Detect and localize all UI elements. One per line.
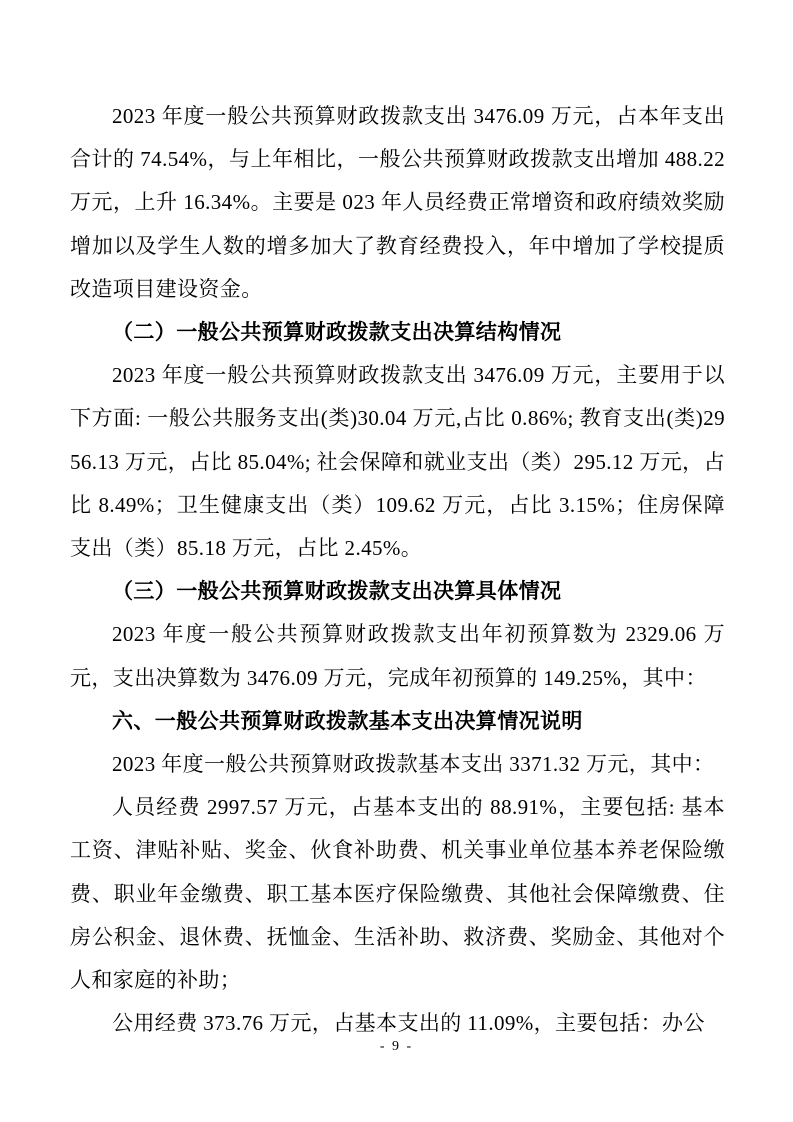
paragraph-personnel-expenses: 人员经费 2997.57 万元，占基本支出的 88.91%，主要包括: 基本工资、津贴补贴、奖金、伙食补助费、机关事业单位基本养老保险缴费、职业年金缴费、职工基本医疗保险缴费、其他社会保障缴费、住房公积金、退休费、抚恤金、生活补助、救济费、奖励金、其他对个人和家庭的补助；	[70, 795, 725, 993]
paragraph-expenditure-vs-initial-budget: 2023 年度一般公共预算财政拨款支出年初预算数为 2329.06 万元，支出决算数为 3476.09 万元，完成年初预算的 149.25%，其中：	[70, 622, 725, 690]
paragraph-expenditure-structure-breakdown: 2023 年度一般公共预算财政拨款支出 3476.09 万元，主要用于以下方面: 一般公共服务支出(类)30.04 万元,占比 0.86%; 教育支出(类)2956.13 万元，占比 85.04%; 社会保障和就业支出（类）295.12 万元，占比 8.49%；卫生健康支出（类）109.62 万元，占比 3.15%；住房保障支出（类）85.18 万元，占比 2.45%。	[70, 363, 725, 561]
paragraph-general-budget-expenditure-overview: 2023 年度一般公共预算财政拨款支出 3476.09 万元，占本年支出合计的 74.54%，与上年相比，一般公共预算财政拨款支出增加 488.22 万元，上升 16.34%。主要是 023 年人员经费正常增资和政府绩效奖励增加以及学生人数的增多加大了教育经费投入，年中增加了学校提质改造项目建设资金。	[70, 104, 725, 301]
section-heading-expenditure-details: （三）一般公共预算财政拨款支出决算具体情况	[112, 579, 562, 604]
paragraph-basic-expenditure-total: 2023 年度一般公共预算财政拨款基本支出 3371.32 万元，其中：	[112, 752, 715, 777]
section-heading-expenditure-structure: （二）一般公共预算财政拨款支出决算结构情况	[112, 320, 562, 345]
section-heading-basic-expenditure-explanation: 六、一般公共预算财政拨款基本支出决算情况说明	[112, 708, 583, 733]
paragraph-public-operating-expenses: 公用经费 373.76 万元，占基本支出的 11.09%，主要包括：办公	[112, 1011, 705, 1036]
page-number: - 9 -	[379, 1039, 414, 1054]
document-body	[70, 95, 725, 1045]
